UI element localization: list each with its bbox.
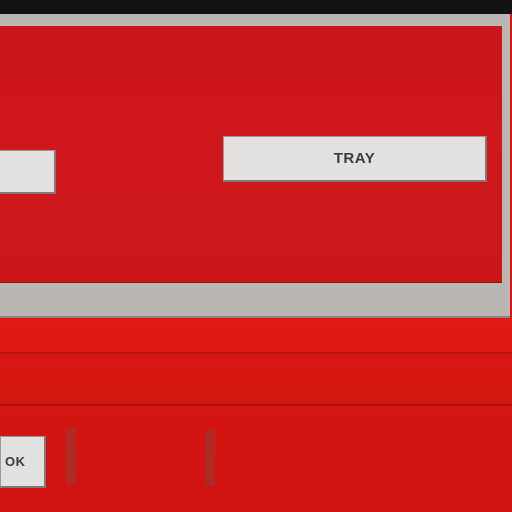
dialog-panel <box>0 26 502 283</box>
screen-artifact <box>66 428 76 484</box>
left-button[interactable] <box>0 150 56 194</box>
lower-panel <box>0 318 512 512</box>
ok-button[interactable]: OK <box>0 436 46 488</box>
monitor-bezel <box>0 0 512 14</box>
panel-divider <box>0 404 512 406</box>
panel-divider <box>0 352 512 354</box>
screen-artifact <box>205 430 215 486</box>
dialog-frame <box>0 14 510 318</box>
tray-button[interactable]: TRAY <box>223 136 487 182</box>
